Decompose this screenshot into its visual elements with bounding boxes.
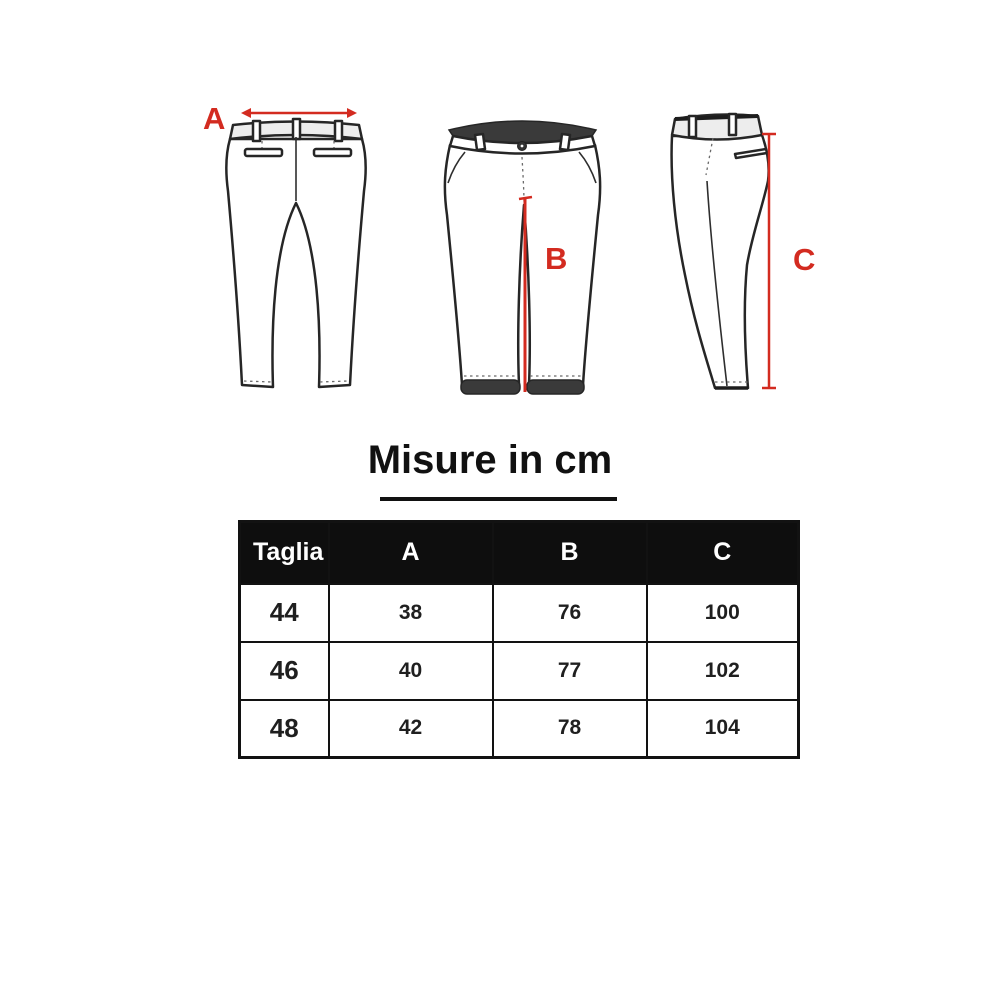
- table-row-size-46: [240, 642, 799, 700]
- cell-b: 76: [493, 584, 647, 642]
- size-table: [238, 520, 800, 759]
- cell-c: 102: [647, 642, 799, 700]
- page-title: Misure in cm: [367, 438, 613, 482]
- table-row-size-44: [240, 584, 799, 642]
- size-table-header-row: [240, 522, 799, 584]
- pants-front-view-diagram: [435, 105, 610, 405]
- cell-a: 38: [329, 584, 493, 642]
- table-row-size-48: [240, 700, 799, 758]
- cell-size: 48: [240, 700, 329, 758]
- header-b: B: [493, 522, 647, 584]
- pants-back-outline: [226, 119, 365, 387]
- pants-side-view-diagram: [655, 105, 820, 405]
- cell-c: 104: [647, 700, 799, 758]
- header-taglia: Taglia: [240, 522, 329, 584]
- cell-a: 42: [329, 700, 493, 758]
- cell-c: 100: [647, 584, 799, 642]
- cell-size: 46: [240, 642, 329, 700]
- cell-size: 44: [240, 584, 329, 642]
- cell-b: 78: [493, 700, 647, 758]
- pants-back-view-diagram: [195, 95, 375, 405]
- header-a: A: [329, 522, 493, 584]
- measure-label-b: B: [545, 241, 568, 276]
- cell-b: 77: [493, 642, 647, 700]
- pants-front-outline: [445, 121, 600, 394]
- cell-a: 40: [329, 642, 493, 700]
- measure-label-c: C: [793, 242, 816, 277]
- measure-arrow-a: [241, 108, 357, 118]
- title-underline: [380, 497, 617, 501]
- header-c: C: [647, 522, 799, 584]
- measure-label-a: A: [203, 101, 226, 136]
- pants-side-outline: [672, 114, 769, 388]
